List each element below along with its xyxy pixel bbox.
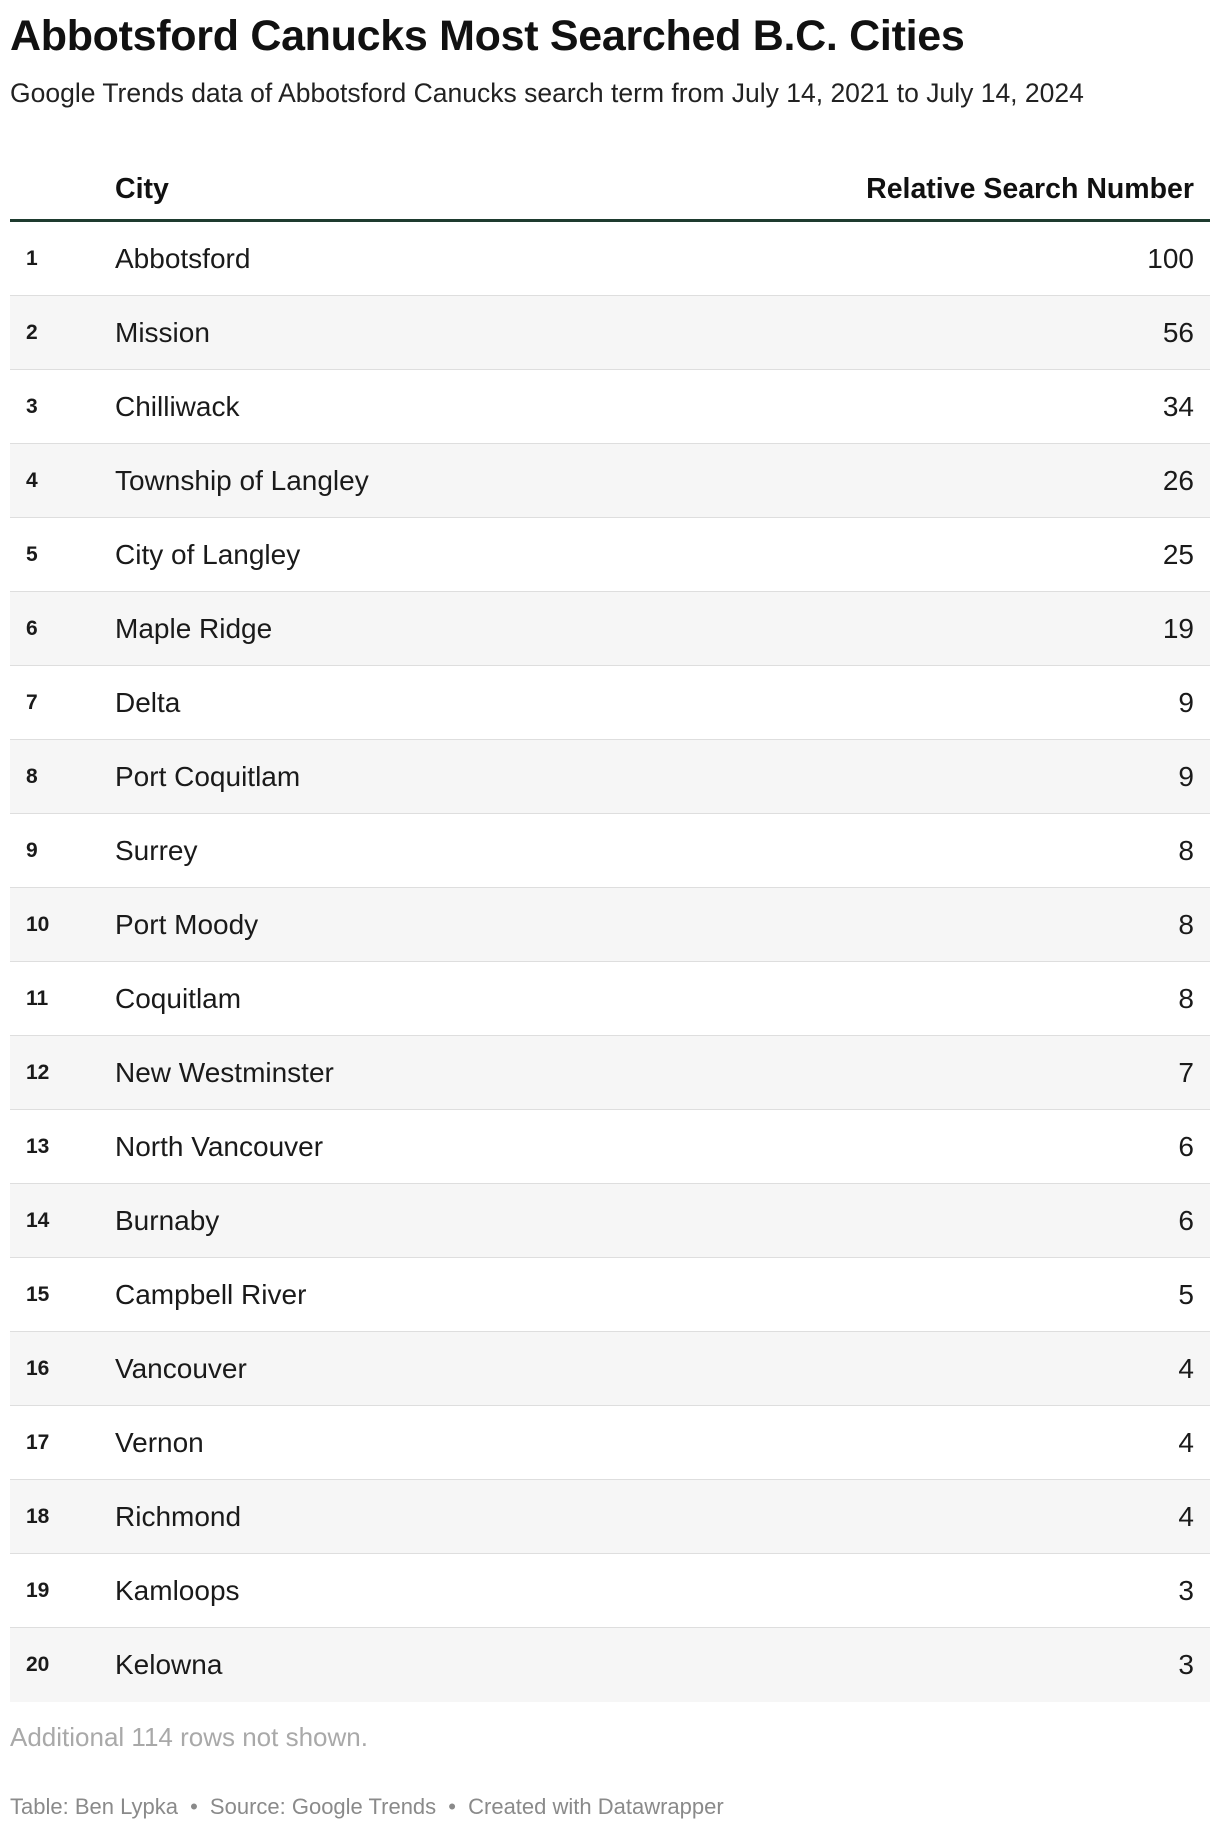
footer-separator: • — [448, 1794, 456, 1819]
row-relative-search-number: 3 — [1178, 1649, 1194, 1680]
row-relative-search-number: 7 — [1178, 1056, 1194, 1088]
row-rank: 12 — [26, 1060, 50, 1084]
row-rank: 16 — [26, 1356, 50, 1380]
row-city: Vernon — [115, 1426, 204, 1458]
footer-table-credit: Table: Ben Lypka — [10, 1794, 178, 1819]
row-relative-search-number: 9 — [1178, 760, 1194, 792]
row-city: Maple Ridge — [115, 612, 273, 644]
table-row — [10, 962, 1210, 1036]
table-body — [10, 222, 1210, 1702]
row-relative-search-number: 34 — [1162, 390, 1194, 422]
row-rank: 18 — [26, 1504, 50, 1528]
table-row — [10, 518, 1210, 592]
row-city: City of Langley — [115, 538, 301, 570]
footer-created-with[interactable]: Created with Datawrapper — [468, 1794, 724, 1819]
row-city: Delta — [115, 686, 181, 718]
table-row — [10, 444, 1210, 518]
table-row — [10, 1628, 1210, 1702]
row-relative-search-number: 56 — [1162, 316, 1194, 348]
row-relative-search-number: 100 — [1147, 242, 1194, 274]
row-rank: 20 — [26, 1653, 50, 1676]
table-row — [10, 1332, 1210, 1406]
table-header — [10, 160, 1210, 222]
table-row — [10, 370, 1210, 444]
table-row — [10, 1110, 1210, 1184]
row-city: Port Coquitlam — [115, 760, 301, 792]
row-rank: 10 — [26, 912, 50, 936]
row-city: Chilliwack — [115, 390, 240, 422]
row-city: Port Moody — [115, 908, 259, 940]
row-rank: 19 — [26, 1578, 50, 1602]
table-row — [10, 888, 1210, 962]
footer-separator: • — [190, 1794, 198, 1819]
row-rank: 8 — [26, 764, 38, 788]
rows-not-shown-note: Additional 114 rows not shown. — [10, 1722, 368, 1752]
row-city: Township of Langley — [115, 464, 369, 496]
table-row — [10, 222, 1210, 296]
row-city: Vancouver — [115, 1352, 247, 1384]
row-rank: 11 — [26, 986, 49, 1010]
table-row — [10, 1184, 1210, 1258]
row-city: Kamloops — [115, 1574, 240, 1606]
row-rank: 4 — [26, 468, 38, 492]
footer-source: Source: Google Trends — [209, 1794, 437, 1819]
row-rank: 9 — [26, 838, 38, 862]
row-rank: 7 — [26, 690, 38, 714]
header-relative-search-number[interactable]: Relative Search Number — [866, 173, 1194, 205]
chart-footer — [10, 1794, 724, 1820]
chart-title: Abbotsford Canucks Most Searched B.C. Cities — [10, 12, 965, 60]
row-relative-search-number: 4 — [1178, 1426, 1194, 1458]
row-city: North Vancouver — [115, 1130, 324, 1162]
row-rank: 5 — [26, 542, 38, 566]
row-city: Richmond — [115, 1500, 242, 1532]
row-relative-search-number: 19 — [1162, 612, 1194, 644]
table-row — [10, 1258, 1210, 1332]
table-row — [10, 740, 1210, 814]
row-relative-search-number: 4 — [1178, 1352, 1194, 1384]
row-rank: 14 — [26, 1208, 50, 1232]
row-rank: 17 — [26, 1430, 50, 1454]
row-relative-search-number: 8 — [1178, 908, 1194, 940]
row-relative-search-number: 6 — [1178, 1130, 1194, 1162]
data-table — [10, 160, 1210, 1702]
table-row — [10, 814, 1210, 888]
chart-subtitle: Google Trends data of Abbotsford Canucks search term from July 14, 2021 to July 14, 2024 — [10, 78, 1084, 108]
table-row — [10, 1036, 1210, 1110]
row-relative-search-number: 25 — [1162, 538, 1194, 570]
row-rank: 3 — [26, 394, 38, 418]
row-city: Abbotsford — [115, 242, 251, 274]
table-row — [10, 666, 1210, 740]
table-row — [10, 1406, 1210, 1480]
row-relative-search-number: 3 — [1178, 1574, 1194, 1606]
row-city: New Westminster — [115, 1056, 334, 1088]
row-relative-search-number: 8 — [1178, 982, 1194, 1014]
table-row — [10, 1480, 1210, 1554]
header-city[interactable]: City — [115, 173, 169, 205]
row-city: Coquitlam — [115, 982, 242, 1014]
table-row — [10, 296, 1210, 370]
row-rank: 15 — [26, 1282, 50, 1306]
table-row — [10, 1554, 1210, 1628]
row-relative-search-number: 6 — [1178, 1204, 1194, 1236]
row-relative-search-number: 26 — [1162, 464, 1194, 496]
row-relative-search-number: 8 — [1178, 834, 1194, 866]
row-rank: 6 — [26, 616, 38, 640]
row-city: Burnaby — [115, 1204, 220, 1236]
row-city: Mission — [115, 316, 210, 348]
row-relative-search-number: 4 — [1178, 1500, 1194, 1532]
row-rank: 13 — [26, 1134, 50, 1158]
row-city: Campbell River — [115, 1278, 307, 1310]
table-row — [10, 592, 1210, 666]
row-relative-search-number: 5 — [1178, 1278, 1194, 1310]
row-relative-search-number: 9 — [1178, 686, 1194, 718]
row-city: Surrey — [115, 834, 198, 866]
row-rank: 2 — [26, 320, 38, 344]
row-rank: 1 — [26, 246, 38, 270]
row-city: Kelowna — [115, 1649, 223, 1680]
